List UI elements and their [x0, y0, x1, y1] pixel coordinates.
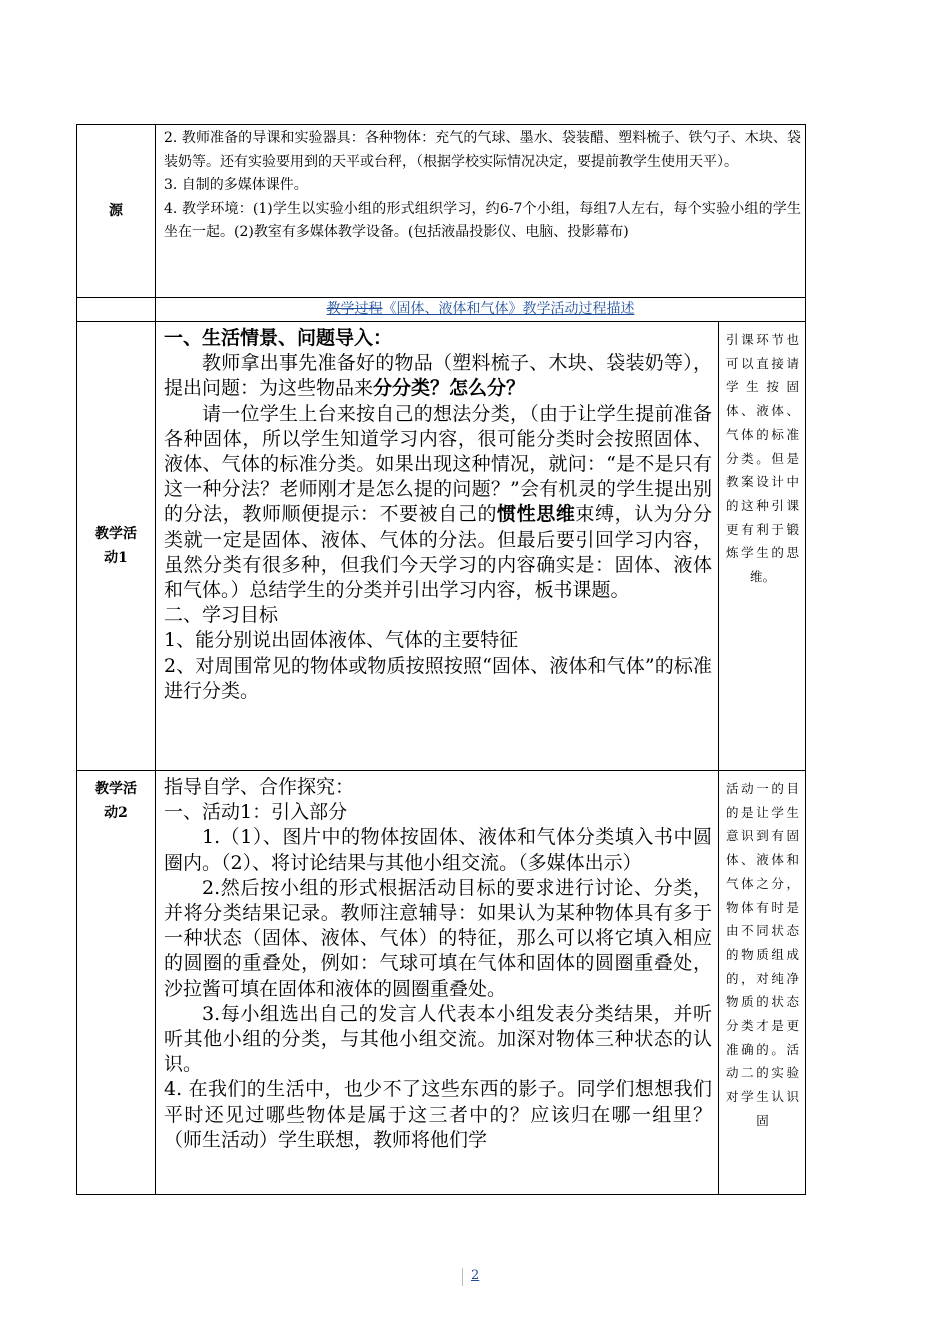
activity1-row [77, 322, 806, 771]
activity1-paragraph-2: 请一位学生上台来按自己的想法分类，（由于让学生提前准备各种固体，所以学生知道学习内容，很可能分类时会按照固体、液体、气体的标准分类。如果出现这种情况，就问：“是不是只有这一种分法？老师刚才是怎么提的问题？”会有机灵的学生提出别的分法，教师顺便提示：不要被自己的惯性思维束缚，认为分分类就一定是固体、液体、气体的分法。但最后要引回学习内容，虽然分类有很多种，但我们今天学习的内容确实是：固体、液体和气体。）总结学生的分类并引出学习内容，板书课题。 [164, 402, 712, 602]
activity2-line-2: 一、活动1：引入部分 [164, 801, 348, 824]
activity2-paragraph-4: 4. 在我们的生活中，也少不了这些东西的影子。同学们想想我们平时还见过哪些物体是属于这三者中的？应该归在哪一组里？ （师生活动）学生联想，教师将他们学 [164, 1078, 751, 1151]
resource-item-3: 3. 自制的多媒体课件。 [164, 177, 308, 193]
resources-content [156, 125, 806, 298]
learning-goal-1: 1、能分别说出固体液体、气体的主要特征 [164, 629, 519, 652]
activity2-note: 活动一的目的是让学生意识到有固体、液体和气体之分，物体有时是由不同状态的物质组成的，对纯净物质的状态分类才是更准确的。活动二的实验对学生认识固 [719, 771, 806, 1195]
activity1-note: 引课环节也可以直接请学生按固体、液体、气体的标准分类。但是教案设计中的这种引课更有利于锻炼学生的思维。 [719, 322, 806, 771]
learning-goal-2: 2、对周围常见的物体或物质按照按照“固体、液体和气体”的标准进行分类。 [164, 654, 712, 702]
process-header-empty-cell [77, 298, 156, 322]
activity2-paragraph-3: 3.每小组选出自己的发言人代表本小组发表分类结果，并听听其他小组的分类，与其他小组交流。加深对物体三种状态的认识。 [164, 1002, 712, 1076]
activity2-line-1: 指导自学、合作探究： [164, 776, 355, 798]
resources-row [77, 125, 806, 298]
activity2-paragraph-2: 2.然后按小组的形式根据活动目标的要求进行讨论、分类，并将分类结果记录。教师注意辅导：如果认为某种物体具有多于一种状态（固体、液体、气体）的特征，那么可以将它填入相应的圆圈的重叠处，例如：气球可填在气体和固体的圆圈重叠处，沙拉酱可填在固体和液体的圆圈重叠处。 [164, 876, 712, 1000]
resources-label: 源 [77, 125, 156, 298]
activity2-label: 教学活动2 [77, 771, 156, 1195]
lesson-plan-table [76, 124, 806, 1195]
process-header-title: 《固体、液体和气体》教学活动过程描述 [382, 301, 635, 317]
activity1-paragraph-1: 教师拿出事先准备好的物品（塑料梳子、木块、袋装奶等），提出问题：为这些物品来分分类？怎么分？ [164, 352, 712, 400]
activity2-content [156, 771, 751, 1195]
activity2-row [77, 771, 806, 1195]
activity1-heading: 一、生活情景、问题导入： [164, 327, 393, 349]
page-number: 2 [462, 1268, 479, 1286]
resource-item-2: 2. 教师准备的导课和实验器具：各种物体：充气的气球、墨水、袋装醋、塑料梳子、铁勺子、木块、袋装奶等。还有实验要用到的天平或台秤，（根据学校实际情况决定，要提前教学生使用天平）。 [164, 130, 801, 170]
process-header [156, 298, 806, 322]
learning-goals-heading: 二、学习目标 [164, 604, 279, 627]
process-header-row [77, 298, 806, 322]
activity1-content [156, 322, 719, 771]
activity2-paragraph-1: 1.（1）、图片中的物体按固体、液体和气体分类填入书中圆圈内。（2）、将讨论结果与其他小组交流。（多媒体出示） [164, 826, 712, 874]
activity1-label: 教学活动1 [77, 322, 156, 771]
process-header-strike: 教学过程 [326, 301, 383, 317]
resource-item-4: 4. 教学环境：(1)学生以实验小组的形式组织学习，约6-7个小组，每组7人左右，每个实验小组的学生坐在一起。(2)教室有多媒体教学设备。(包括液晶投影仪、电脑、投影幕布) [164, 200, 801, 240]
